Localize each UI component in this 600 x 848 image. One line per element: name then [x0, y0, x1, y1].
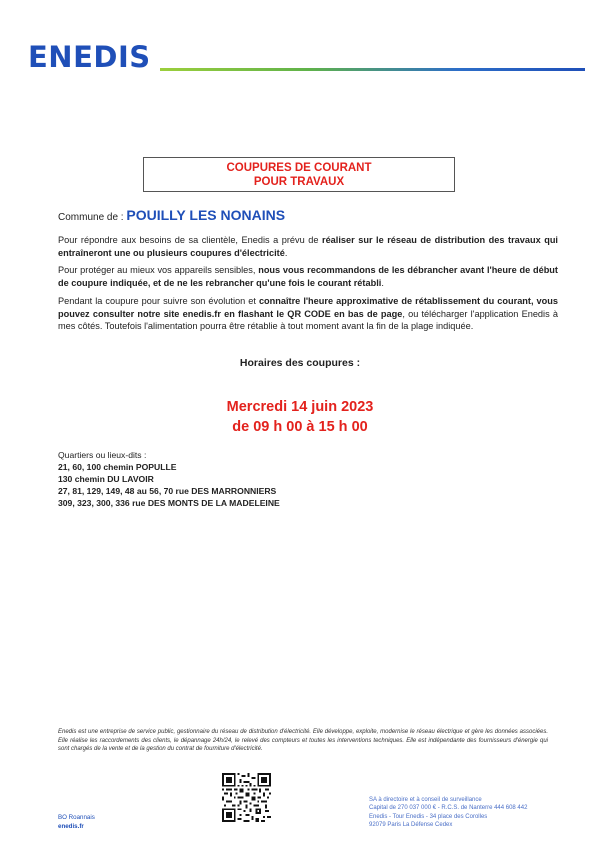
quartier-item: 27, 81, 129, 149, 48 au 56, 70 rue DES MARRONNIERS [58, 486, 277, 496]
quartier-item: 21, 60, 100 chemin POPULLE [58, 462, 177, 472]
notice-title-box [143, 157, 455, 192]
footer-website-link[interactable]: enedis.fr [58, 822, 84, 830]
p3-end: , ou télécharger l'application Enedis à mes côtés. Toutefois l'alimentation pourra être rétablie à tout moment avant la fin de la plage indiquée. [58, 308, 558, 331]
p3-bold: connaître l'heure approximative de rétablissement du courant, vous pouvez consulter notre site enedis.fr en flashant le QR CODE en bas de page [58, 296, 558, 319]
title-line-1: COUPURES DE COURANT [226, 162, 372, 174]
enedis-logo [28, 40, 151, 74]
paragraph-protect [58, 264, 558, 289]
p1-text: Pour répondre aux besoins de sa clientèle, Enedis a prévu de [58, 235, 322, 245]
p3-text: Pendant la coupure pour suivre son évolution et [58, 296, 259, 306]
legal-notice: Enedis est une entreprise de service public, gestionnaire du réseau de distribution d'électricité. Elle développe, exploite, modernise le réseau électrique et gère les données associées. Elle réalise les raccordements des clients, le dépannage 24h/24, le relevé des compteurs et toutes les interventions techniques. Elle est indépendante des fournisseurs d'énergie qui sont chargés de la vente et de la gestion du contrat de fourniture d'électricité. [58, 729, 548, 752]
header-gradient-rule [160, 68, 585, 71]
title-line-2: POUR TRAVAUX [253, 176, 345, 188]
p1-end: . [284, 247, 288, 258]
p2-text: Pour protéger au mieux vos appareils sensibles, [58, 265, 259, 275]
footer-company-info [369, 796, 527, 829]
quartiers-label: Quartiers ou lieux-dits : [58, 450, 147, 460]
qr-code-icon[interactable] [222, 773, 271, 822]
logo-text: ENEDIS [28, 40, 151, 74]
schedule-hours: de 09 h 00 à 15 h 00 [232, 419, 368, 435]
footer-office: BO Roannais [58, 814, 95, 821]
quartier-item: 309, 323, 300, 336 rue DES MONTS DE LA MADELEINE [58, 498, 280, 508]
p1-bold: réaliser sur le réseau de distribution des travaux qui entraîneront une ou plusieurs coupures d'électricité [58, 235, 558, 258]
footer-info-line: Capital de 270 037 000 € - R.C.S. de Nanterre 444 608 442 [369, 805, 528, 812]
footer-left [58, 814, 95, 832]
schedule-label: Horaires des coupures : [239, 357, 361, 369]
footer-info-line: SA à directoire et à conseil de surveillance [369, 797, 482, 803]
schedule-date: Mercredi 14 juin 2023 [226, 399, 374, 415]
p2-bold: nous vous recommandons de les débrancher avant l'heure de début de coupure indiquée, et de ne les rebrancher qu'une fois le courant rétabli [58, 265, 558, 288]
quartiers-list [58, 449, 280, 509]
footer-info-line: Enedis - Tour Enedis - 34 place des Corolles [369, 813, 488, 820]
commune-heading [58, 207, 285, 223]
commune-label: Commune de : [58, 212, 127, 223]
quartier-item: 130 chemin DU LAVOIR [58, 474, 154, 484]
schedule-block [0, 397, 600, 437]
paragraph-works [58, 234, 558, 259]
footer-info-line: 92079 Paris La Défense Cedex [369, 821, 453, 828]
commune-name: POUILLY LES NONAINS [126, 207, 286, 223]
paragraph-follow [58, 295, 558, 333]
p2-end: . [381, 277, 384, 288]
